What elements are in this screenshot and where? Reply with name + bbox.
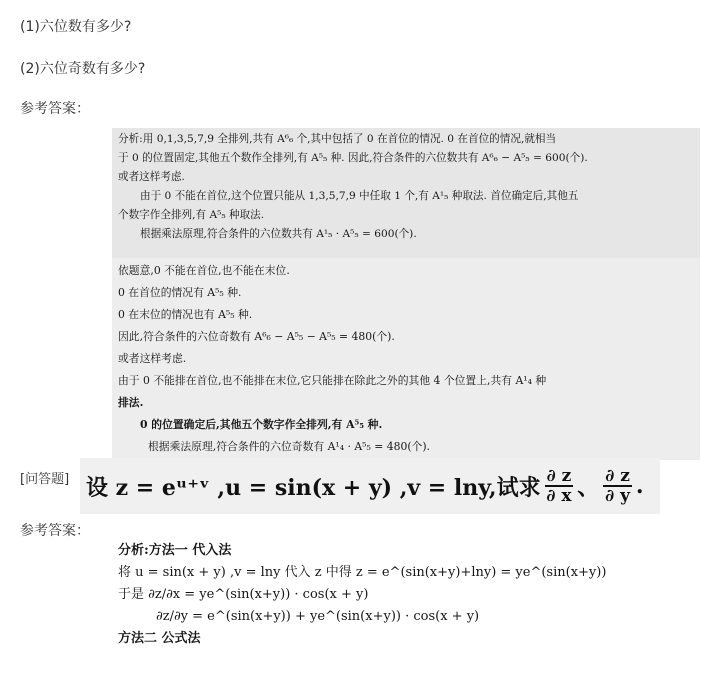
scan-line: 由于 0 不能在首位,这个位置只能从 1,3,5,7,9 中任取 1 个,有 A¹₅ 种取法. 首位确定后,其他五 — [140, 190, 579, 202]
fraction-dz-dy — [603, 467, 632, 505]
formula-prefix: 设 z = eᵘ⁺ᵛ ,u = sin(x + y) ,v = lny,试求 — [86, 474, 541, 501]
scan-line: 依题意,0 不能在首位,也不能在末位. — [118, 264, 290, 277]
question-1: (1)六位数有多少? — [20, 19, 132, 35]
scan-line: 将 u = sin(x + y) ,v = lny 代入 z 中得 z = e^(sin(x+y)+lny) = ye^(sin(x+y)) — [118, 565, 607, 580]
question-formula — [80, 458, 660, 514]
scan-line: 个数字作全排列,有 A⁵₅ 种取法. — [118, 209, 265, 221]
question-tag: [问答题] — [20, 472, 70, 487]
scan-line: 或者这样考虑. — [118, 171, 185, 183]
scan-line: 分析:方法一 代入法 — [118, 543, 232, 558]
scan-line: 或者这样考虑. — [118, 352, 187, 365]
scan-line: 根据乘法原理,符合条件的六位奇数有 A¹₄ · A⁵₅ = 480(个). — [148, 440, 430, 453]
scan-line: 方法二 公式法 — [118, 631, 201, 646]
fraction-dz-dx — [545, 467, 574, 505]
formula-separator: 、 — [577, 474, 600, 501]
formula-end: . — [635, 473, 644, 499]
fraction-numerator: ∂ z — [546, 466, 572, 486]
scan-line: 0 的位置确定后,其他五个数字作全排列,有 A⁵₅ 种. — [140, 418, 383, 431]
scan-line: 于 0 的位置固定,其他五个数作全排列,有 A⁵₅ 种. 因此,符合条件的六位数共有 A⁶₆ − A⁵₅ = 600(个). — [118, 152, 588, 164]
scan-line: 因此,符合条件的六位奇数有 A⁶₆ − A⁵₅ − A⁵₅ = 480(个). — [118, 330, 395, 343]
scan-line: 0 在首位的情况有 A⁵₅ 种. — [118, 286, 242, 299]
scan-line: 0 在末位的情况也有 A⁵₅ 种. — [118, 308, 253, 321]
question-2: (2)六位奇数有多少? — [20, 61, 146, 77]
answer-scan-part-2 — [112, 258, 700, 460]
answer-label: 参考答案： — [20, 523, 90, 539]
scan-line: 由于 0 不能排在首位,也不能排在末位,它只能排在除此之外的其他 4 个位置上,共有 A¹₄ 种 — [118, 374, 547, 387]
fraction-numerator: ∂ z — [605, 466, 630, 486]
scan-line: 分析:用 0,1,3,5,7,9 全排列,共有 A⁶₆ 个,其中包括了 0 在首位的情况. 0 在首位的情况,就相当 — [118, 133, 557, 145]
scan-line: 于是 ∂z/∂x = ye^(sin(x+y)) · cos(x + y) — [118, 587, 369, 602]
scan-line: ∂z/∂y = e^(sin(x+y)) + ye^(sin(x+y)) · cos(x + y) — [156, 609, 480, 624]
answer-label: 参考答案： — [20, 101, 90, 117]
answer-scan-part-3 — [118, 540, 698, 698]
fraction-denominator: ∂ x — [546, 486, 572, 506]
fraction-denominator: ∂ y — [605, 486, 631, 506]
scan-line: 根据乘法原理,符合条件的六位数共有 A¹₅ · A⁵₅ = 600(个). — [140, 228, 417, 240]
answer-scan-part-1 — [112, 128, 700, 258]
scan-line: 排法. — [118, 396, 144, 409]
